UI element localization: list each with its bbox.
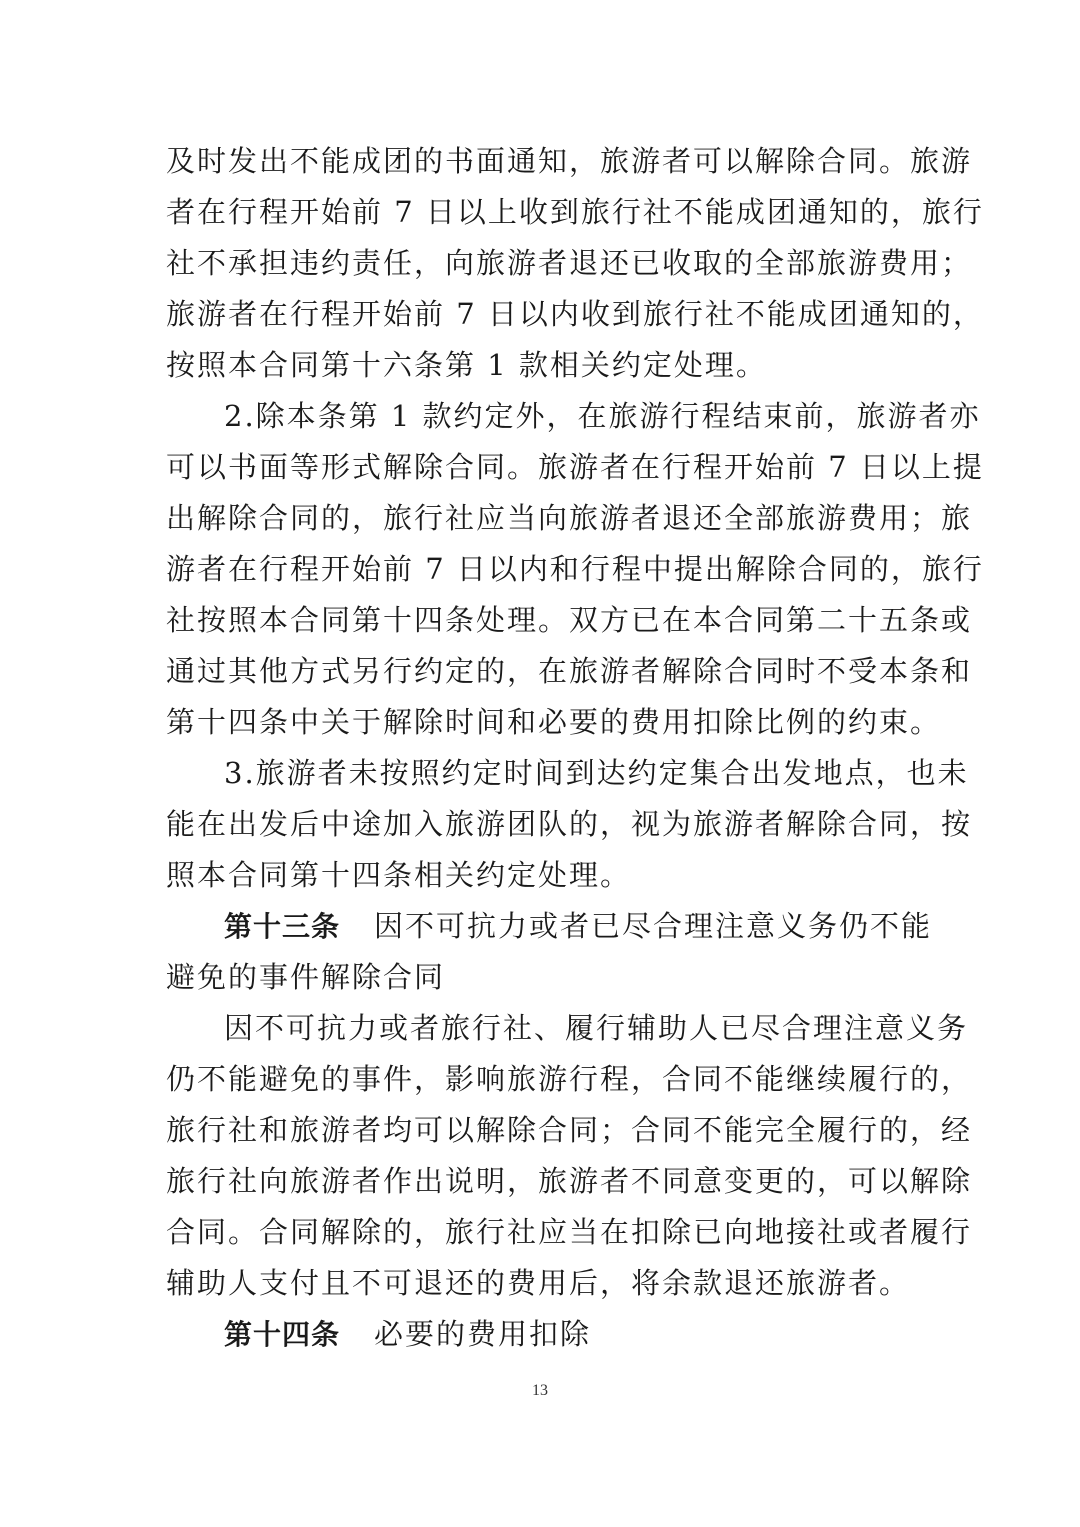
paragraph-line: 仍不能避免的事件，影响旅游行程，合同不能继续履行的，	[166, 1062, 973, 1096]
paragraph-line: 者在行程开始前 7 日以上收到旅行社不能成团通知的，旅行	[166, 195, 984, 229]
article-14-title: 必要的费用扣除	[374, 1317, 592, 1351]
paragraph-line: 游者在行程开始前 7 日以内和行程中提出解除合同的，旅行	[166, 552, 984, 586]
article-14-heading	[166, 1309, 916, 1360]
article-13-heading	[166, 901, 933, 952]
article-13-title-line2: 避免的事件解除合同	[166, 960, 446, 994]
paragraph-line: 辅助人支付且不可退还的费用后，将余款退还旅游者。	[166, 1266, 911, 1300]
paragraph-line: 出解除合同的，旅行社应当向旅游者退还全部旅游费用；旅	[166, 501, 973, 535]
paragraph-line: 第十四条中关于解除时间和必要的费用扣除比例的约束。	[166, 705, 942, 739]
paragraph-line: 可以书面等形式解除合同。旅游者在行程开始前 7 日以上提	[166, 450, 984, 484]
paragraph-line: 照本合同第十四条相关约定处理。	[166, 858, 632, 892]
article-13-number: 第十三条	[224, 910, 341, 943]
clause-3-first-line: 3.旅游者未按照约定时间到达约定集合出发地点，也未	[224, 756, 969, 790]
paragraph-line: 通过其他方式另行约定的，在旅游者解除合同时不受本条和	[166, 654, 973, 688]
document-body	[166, 136, 984, 1360]
clause-2-first-line: 2.除本条第 1 款约定外，在旅游行程结束前，旅游者亦	[224, 399, 981, 433]
paragraph-line: 合同。合同解除的，旅行社应当在扣除已向地接社或者履行	[166, 1215, 973, 1249]
paragraph-line: 按照本合同第十六条第 1 款相关约定处理。	[166, 348, 767, 382]
article-14-number: 第十四条	[224, 1318, 341, 1351]
paragraph-line: 能在出发后中途加入旅游团队的，视为旅游者解除合同，按	[166, 807, 973, 841]
paragraph-line: 旅行社向旅游者作出说明，旅游者不同意变更的，可以解除	[166, 1164, 973, 1198]
paragraph-line: 及时发出不能成团的书面通知，旅游者可以解除合同。旅游	[166, 144, 973, 178]
page-number: 13	[532, 1382, 548, 1399]
paragraph-line: 旅游者在行程开始前 7 日以内收到旅行社不能成团通知的，	[166, 297, 984, 331]
paragraph-line: 社按照本合同第十四条处理。双方已在本合同第二十五条或	[166, 603, 973, 637]
paragraph-line: 社不承担违约责任，向旅游者退还已收取的全部旅游费用；	[166, 246, 973, 280]
paragraph-line: 旅行社和旅游者均可以解除合同；合同不能完全履行的，经	[166, 1113, 973, 1147]
article-13-title-line1: 因不可抗力或者已尽合理注意义务仍不能	[374, 909, 933, 943]
article-13-body-first-line: 因不可抗力或者旅行社、履行辅助人已尽合理注意义务	[224, 1011, 969, 1045]
